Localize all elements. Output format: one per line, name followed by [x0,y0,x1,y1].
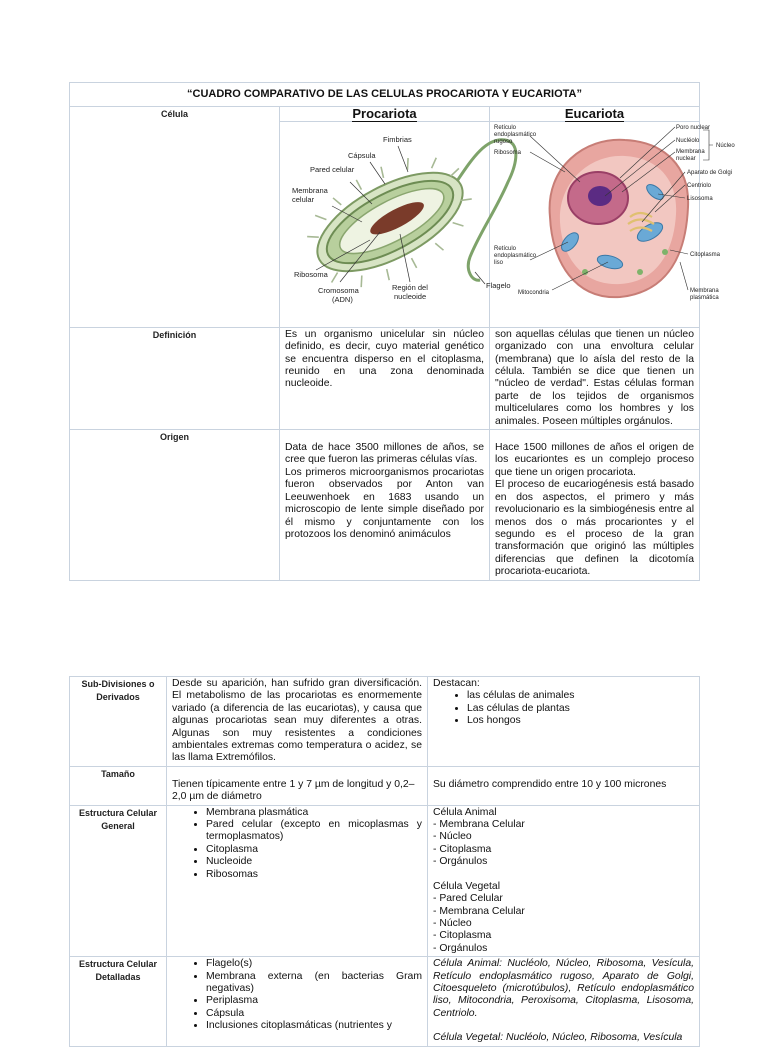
label-reticulo-liso-2: endoplasmático [494,253,537,260]
label-membrana-plasmatica-2: plasmática [690,295,719,302]
list-item: - Membrana Celular [433,905,525,917]
label-pared: Pared celular [310,165,355,175]
definicion-eucariota: son aquellas células que tienen un núcleo organizado con una envoltura celular (membrana) que lo aísla del resto de la célula. También se dice que tienen un "núcleo de verdad". Estas células forman parte de los tejidos de organismos multicelulares como los hombres y los animales. Poseen múltiples orgánulos. [490,327,700,429]
row-header-estructura-general: Estructura Celular General [70,805,167,956]
eucariota-cell-diagram [490,122,768,322]
list-item: • Periplasma [206,995,422,1007]
label-ribosoma: Ribosoma [294,270,328,280]
label-cromosoma-2: (ADN) [332,295,353,305]
label-reticulo-rugoso-1: Retículo [494,125,517,132]
definicion-procariota: Es un organismo unicelular sin núcleo definido, es decir, cuyo material genético se encuentra disperso en el citoplasma, reunido en una zona denominada nucleoide. [280,327,490,429]
row-header-origen: Origen [70,430,280,580]
label-reticulo-liso-1: Retículo [494,246,517,253]
comparison-table-top [69,82,735,581]
list-item: - Citoplasma [433,843,492,855]
row-header-celula: Célula [70,107,280,328]
comparison-table-bottom [69,676,700,1047]
label-citoplasma: Citoplasma [690,252,721,259]
list-item: - Núcleo [433,917,472,929]
estructura-detallada-eucariota [428,957,700,1047]
label-membrana-nuclear-1: Membrana [676,149,705,156]
list-item: • Los hongos [467,715,694,727]
estructura-detallada-procariota [167,957,428,1047]
label-membrana-1: Membrana [292,186,328,196]
celula-animal-title: Célula Animal [433,806,497,818]
detalladas-eucariota-vegetal: Célula Vegetal: Nucléolo, Núcleo, Ribosoma, Vesícula [433,1032,683,1044]
label-reticulo-rugoso-2: endoplasmático [494,132,537,139]
row-header-estructura-detallada: Estructura Celular Detalladas [70,957,167,1047]
label-reticulo-rugoso-3: rugoso [494,139,513,146]
label-golgi: Aparato de Golgi [687,170,733,177]
origen-eucariota-p1: Hace 1500 millones de años el origen de los eucariontes es un complejo proceso que tiene un origen procariota. [495,442,694,478]
list-item: - Pared Celular [433,893,503,905]
list-item: - Citoplasma [433,930,492,942]
row-header-definicion: Definición [70,327,280,429]
list-item: • Pared celular (excepto en micoplasmas y termoplasmatos) [206,819,422,844]
label-region-2: nucleoide [394,292,427,302]
label-region-1: Región del [392,283,428,293]
detalladas-procariota-list [172,958,422,1032]
list-item: • Las células de plantas [467,703,694,715]
label-capsula: Cápsula [348,151,376,161]
list-item: • Ribosomas [206,869,422,881]
document-title: “CUADRO COMPARATIVO DE LAS CELULAS PROCARIOTA Y EUCARIOTA” [70,83,700,107]
origen-procariota-p1: Data de hace 3500 millones de años, se cree que fueron las primeras células vías. [285,442,484,466]
subdivisiones-eucariota [428,677,700,767]
list-item: • Inclusiones citoplasmáticas (nutrientes y [206,1020,422,1032]
tamano-procariota: Tienen típicamente entre 1 y 7 µm de longitud y 0,2–2,0 µm de diámetro [167,766,428,805]
list-item: • Nucleoide [206,856,422,868]
label-flagelo: Flagelo [486,281,511,291]
list-item: • Membrana externa (en bacterias Gram negativas) [206,971,422,996]
list-item: • Cápsula [206,1008,422,1020]
list-item: - Membrana Celular [433,819,525,831]
list-item: - Orgánulos [433,942,488,954]
estructura-general-eucariota [428,805,700,956]
list-item: - Núcleo [433,831,472,843]
detalladas-eucariota-animal: Célula Animal: Nucléolo, Núcleo, Ribosoma, Vesícula, Retículo endoplasmático rugoso, Aparato de Golgi, Citoesqueleto (microtúbulos), Retículo endoplasmático liso, Mitocondria, Peroxisoma, Citoplasma, Lisosoma, Centriolo. [433,958,694,1019]
origen-procariota-p2: Los primeros microorganismos procariotas fueron observados por Anton van Leeuwenhoek en 1683 usando un microscopio de lente simple diseñado por él mismo y conjuntamente con los protozoos los denominó animáculos [285,466,484,540]
subdivisiones-procariota: Desde su aparición, han sufrido gran diversificación. El metabolismo de las procariotas es enormemente variado (a diferencia de las eucariotas), y causa que algunas procariotas sean muy diferentes a otras. Algunas son muy resistentes a condiciones ambientales extremas como temperatura o acidez, se las llama Extremófilos. [167,677,428,767]
label-cromosoma-1: Cromosoma [318,286,359,296]
column-heading-eucariota: Eucariota [490,107,700,122]
list-item: • Citoplasma [206,844,422,856]
estructura-general-procariota [167,805,428,956]
label-mitocondria: Mitocondria [518,290,550,297]
list-item: • las células de animales [467,690,694,702]
label-membrana-2: celular [292,195,315,205]
list-item: • Flagelo(s) [206,958,422,970]
list-item: - Orgánulos [433,856,488,868]
eucariota-diagram-cell [490,122,735,327]
label-reticulo-liso-3: liso [494,260,504,267]
origen-eucariota-p2: El proceso de eucariogénesis está basado en dos aspectos, el primero y más revolucionario es la simbiogénesis entre al menos dos o más procariontes y el segundo es el proceso de la gran transformación que originó las múltiples diferencias que definen la dicotomía procariota-eucariota. [495,479,694,578]
label-poro-nuclear: Poro nuclear [676,125,711,132]
origen-procariota [280,430,490,580]
label-nucleolo: Nucléolo [676,138,700,145]
tamano-eucariota: Su diámetro comprendido entre 10 y 100 micrones [428,766,700,805]
list-item: • Membrana plasmática [206,807,422,819]
estructura-procariota-list [172,807,422,881]
label-membrana-nuclear-2: nuclear [676,156,696,163]
row-header-tamano: Tamaño [70,766,167,805]
row-header-subdivisiones: Sub-Divisiones o Derivados [70,677,167,767]
nucleolus-shape [588,186,612,206]
label-nucleo: Núcleo [716,143,735,150]
subdivisiones-eucariota-intro: Destacan: [433,678,480,689]
label-ribosoma: Ribosoma [494,150,522,157]
column-heading-procariota: Procariota [280,107,490,122]
celula-vegetal-title: Célula Vegetal [433,880,501,892]
label-lisosoma: Lisosoma [687,196,713,203]
subdivisiones-eucariota-list [433,690,694,727]
label-membrana-plasmatica-1: Membrana [690,288,719,295]
origen-eucariota [490,430,700,580]
label-centriolo: Centriolo [687,183,712,190]
label-fimbrias: Fimbrias [383,135,412,145]
